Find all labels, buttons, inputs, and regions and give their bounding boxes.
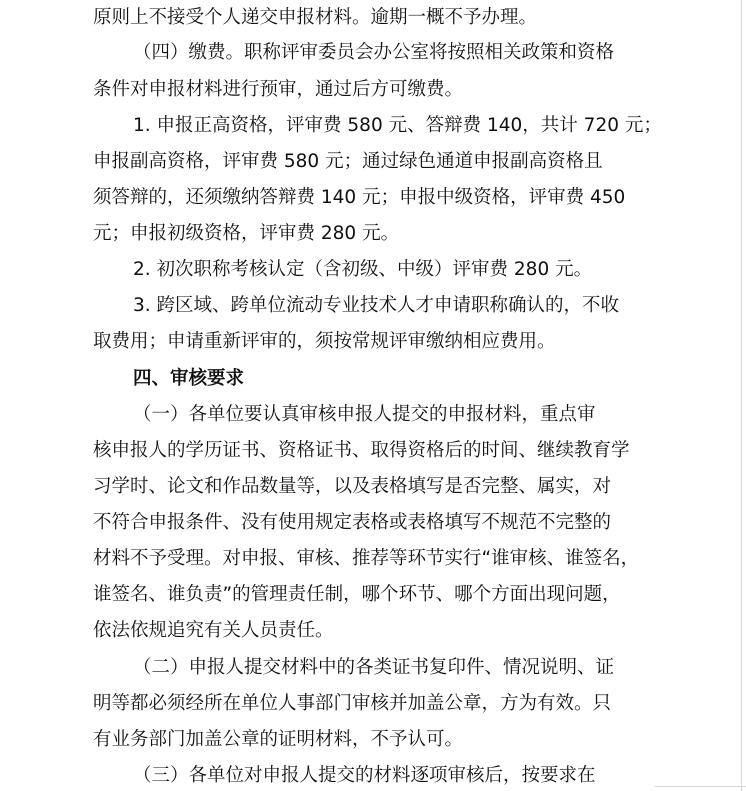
text-line: 元；申报初级资格，评审费 280 元。 xyxy=(93,223,400,244)
page-edge-right xyxy=(741,0,742,791)
text-line: 取费用；申请重新评审的，须按常规评审缴纳相应费用。 xyxy=(93,331,556,352)
section-heading: 四、审核要求 xyxy=(133,368,245,389)
text-line: （二）申报人提交材料中的各类证书复印件、情况说明、证 xyxy=(133,657,615,678)
text-line: 材料不予受理。对申报、审核、推荐等环节实行“谁审核、谁签名， xyxy=(93,548,640,569)
text-line: 须答辩的，还须缴纳答辩费 140 元；申报中级资格，评审费 450 xyxy=(93,187,626,208)
text-line: （四）缴费。职称评审委员会办公室将按照相关政策和资格 xyxy=(133,42,615,63)
page-edge-bottom xyxy=(655,786,746,787)
text-line: 谁签名、谁负责”的管理责任制，哪个环节、哪个方面出现问题， xyxy=(93,584,621,605)
text-line: 3. 跨区域、跨单位流动专业技术人才申请职称确认的，不收 xyxy=(133,295,620,316)
text-line: 习学时、论文和作品数量等，以及表格填写是否完整、属实，对 xyxy=(93,476,612,497)
text-line: 明等都必须经所在单位人事部门审核并加盖公章，方为有效。只 xyxy=(93,693,612,714)
text-line: 依法依规追究有关人员责任。 xyxy=(93,620,334,641)
text-line: （三）各单位对申报人提交的材料逐项审核后，按要求在 xyxy=(133,765,596,786)
text-line: 核申报人的学历证书、资格证书、取得资格后的时间、继续教育学 xyxy=(93,440,630,461)
text-line: 条件对申报材料进行预审，通过后方可缴费。 xyxy=(93,79,464,100)
text-line: 不符合申报条件、没有使用规定表格或表格填写不规范不完整的 xyxy=(93,512,612,533)
text-line: 有业务部门加盖公章的证明材料，不予认可。 xyxy=(93,729,464,750)
text-line: 1. 申报正高资格，评审费 580 元、答辩费 140，共计 720 元； xyxy=(133,115,662,136)
text-line: 原则上不接受个人递交申报材料。逾期一概不予办理。 xyxy=(93,7,538,28)
text-line: （一）各单位要认真审核申报人提交的申报材料，重点审 xyxy=(133,404,596,425)
text-line: 2. 初次职称考核认定（含初级、中级）评审费 280 元。 xyxy=(133,259,593,280)
text-line: 申报副高资格，评审费 580 元；通过绿色通道申报副高资格且 xyxy=(93,151,603,172)
